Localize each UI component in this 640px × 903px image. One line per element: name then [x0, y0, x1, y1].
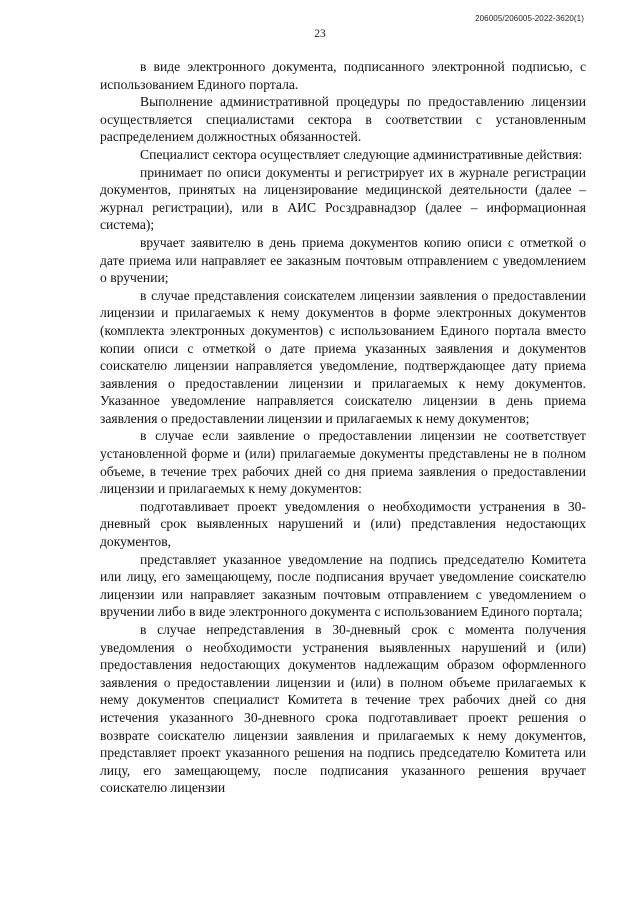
paragraph: подготавливает проект уведомления о необходимости устранения в 30-дневный срок выявленных нарушений и (или) представления недостающих документов,	[100, 498, 586, 550]
document-body	[100, 58, 586, 797]
paragraph: в случае представления соискателем лицензии заявления о предоставлении лицензии и прилагаемых к нему документов в форме электронных документов (комплекта электронных документов) с использованием Единого портала вместо копии описи с отметкой о дате приема указанных заявления и документов соискателю лицензии направляется уведомление, подтверждающее дату приема заявления о предоставлении лицензии и прилагаемых к нему документов. Указанное уведомление направляется соискателю лицензии в день приема заявления о предоставлении лицензии и прилагаемых к нему документов;	[100, 287, 586, 426]
paragraph: в случае если заявление о предоставлении лицензии не соответствует установленной форме и (или) прилагаемые документы представлены не в полном объеме, в течение трех рабочих дней со дня приема заявления о предоставлении лицензии и прилагаемых к нему документов:	[100, 428, 586, 497]
paragraph: Специалист сектора осуществляет следующие административные действия:	[140, 146, 583, 162]
paragraph: вручает заявителю в день приема документов копию описи с отметкой о дате приема или направляет ее заказным почтовым отправлением с уведомлением о вручении;	[100, 234, 586, 286]
document-registration-code: 206005/206005-2022-3620(1)	[475, 14, 584, 23]
paragraph: Выполнение административной процедуры по предоставлению лицензии осуществляется специалистами сектора в соответствии с установленным распределением должностных обязанностей.	[100, 94, 586, 145]
paragraph: в случае непредставления в 30-дневный срок с момента получения уведомления о необходимости устранения выявленных нарушений и (или) предоставления недостающих документов надлежащим образом оформленного заявления о предоставлении лицензии и (или) в полном объеме прилагаемых к нему документов специалист Комитета в течение трех рабочих дней со дня истечения указанного 30-дневного срока подготавливает проект решения о возврате соискателю лицензии заявления и прилагаемых к нему документов, представляет проект указанного решения на подпись председателю Комитета или лицу, его замещающему, после подписания указанного решения вручает соискателю лицензии	[100, 622, 586, 796]
paragraph: принимает по описи документы и регистрирует их в журнале регистрации документов, принятых на лицензирование медицинской деятельности (далее – журнал регистрации), или в АИС Росздравнадзор (далее – информационная система);	[100, 164, 586, 233]
paragraph: в виде электронного документа, подписанного электронной подписью, с использованием Единого портала.	[100, 59, 586, 92]
page-number: 23	[314, 28, 326, 40]
paragraph: представляет указанное уведомление на подпись председателю Комитета или лицу, его замещающему, после подписания вручает уведомление соискателю лицензии или направляет заказным почтовым отправлением с уведомлением о вручении либо в виде электронного документа с использованием Единого портала;	[100, 551, 586, 620]
